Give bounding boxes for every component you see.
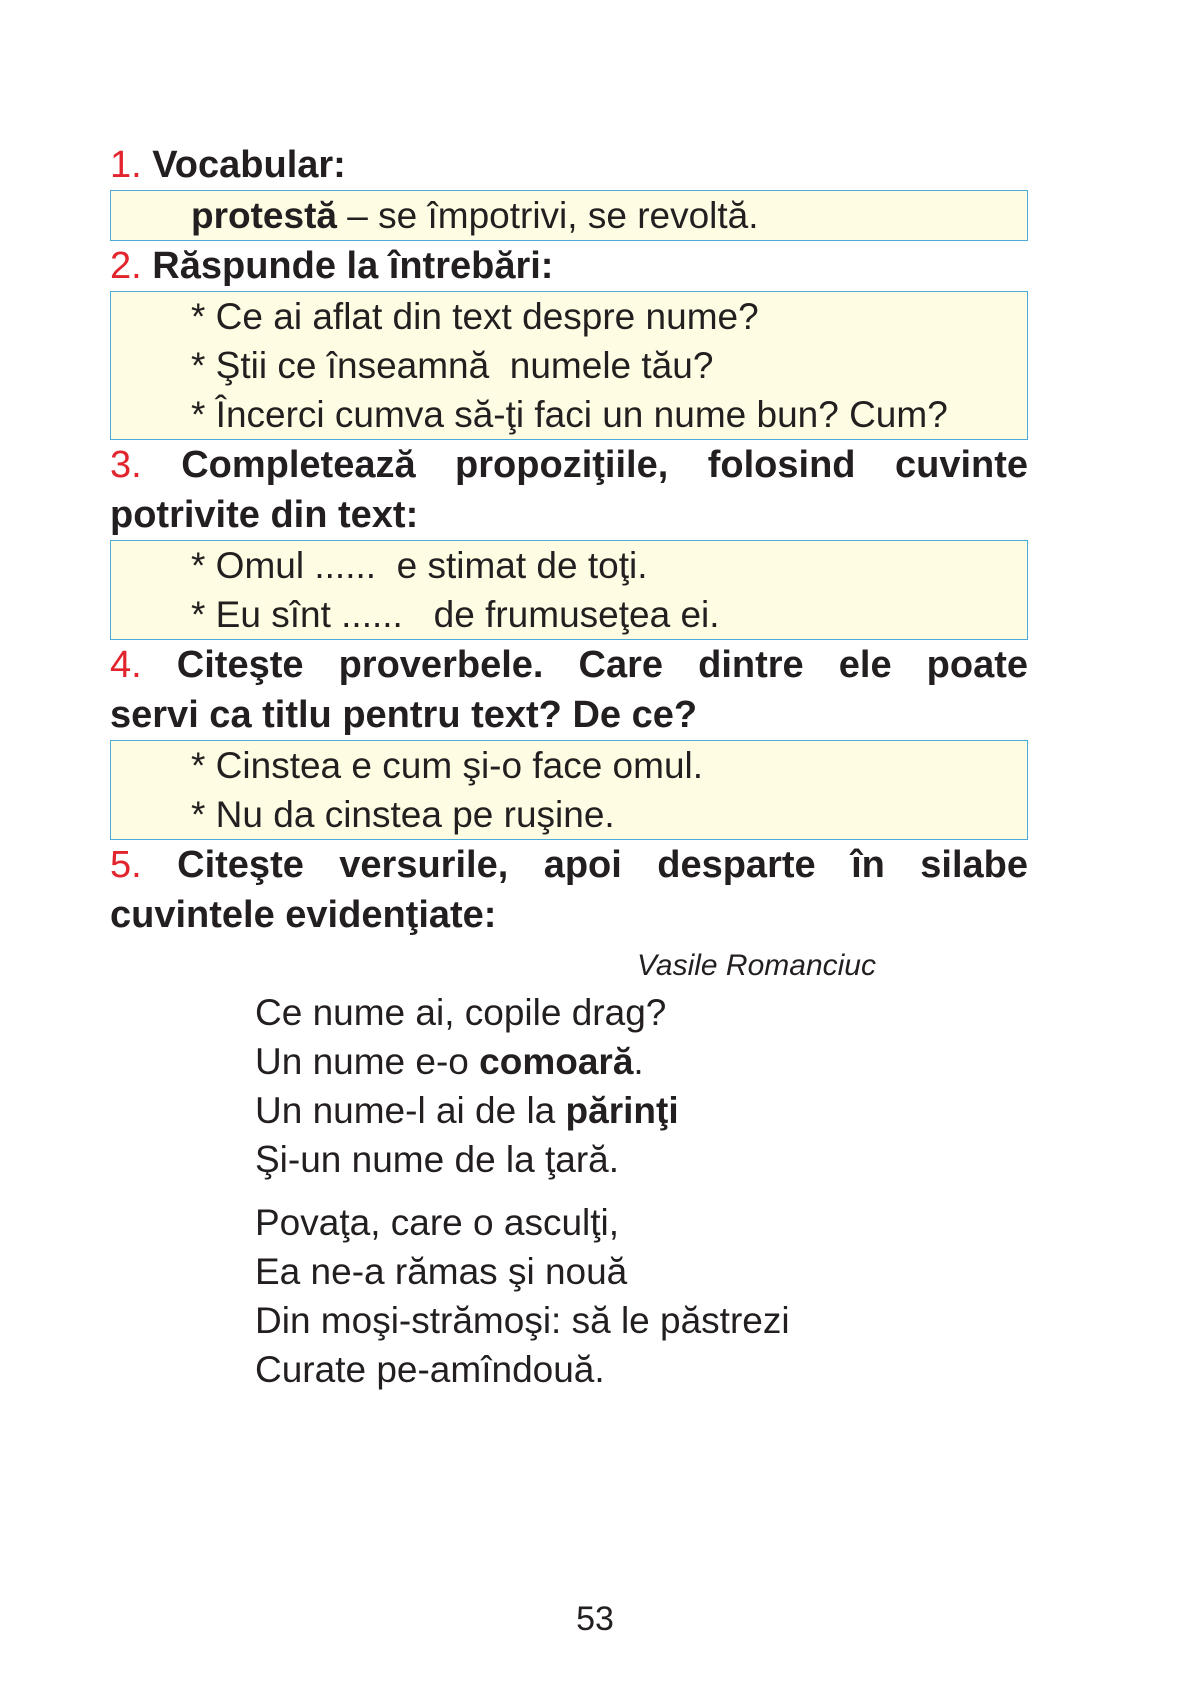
exercise-title-line xyxy=(110,840,1028,890)
poem-line xyxy=(255,1086,1028,1135)
poem-line: Ea ne-a rămas şi nouă xyxy=(255,1251,628,1292)
exercise-title-line: potrivite din text: xyxy=(110,494,419,536)
page-number: 53 xyxy=(576,1600,614,1638)
exercise-title-text: Completează propoziţiile, folosind cuvinte xyxy=(181,444,1029,486)
poem-stanza xyxy=(255,1198,1028,1394)
exercise-title: Răspunde la întrebări: xyxy=(152,245,554,287)
poem-author: Vasile Romanciuc xyxy=(637,949,876,982)
poem-line: Din moşi-strămoşi: să le păstrezi xyxy=(255,1300,790,1341)
vocabulary-box xyxy=(110,190,1028,241)
fill-in-sentence: * Omul ...... e stimat de toţi. xyxy=(191,545,648,586)
question-line: * Încerci cumva să-ţi faci un nume bun? Cum? xyxy=(191,394,948,435)
poem-text: . xyxy=(633,1041,644,1082)
exercise-5-heading xyxy=(110,840,1028,940)
exercise-3-heading xyxy=(110,440,1028,540)
fill-in-box xyxy=(110,540,1028,640)
poem-line: Şi-un nume de la ţară. xyxy=(255,1139,620,1180)
exercise-number: 5. xyxy=(110,844,142,886)
poem-line: Ce nume ai, copile drag? xyxy=(255,992,667,1033)
exercise-4-heading xyxy=(110,640,1028,740)
highlighted-word: comoară xyxy=(479,1041,634,1082)
exercise-title-text: Citeşte proverbele. Care dintre ele poate xyxy=(176,644,1029,686)
proverb-line: * Cinstea e cum şi-o face omul. xyxy=(191,745,704,786)
proverb-line: * Nu da cinstea pe ruşine. xyxy=(191,794,615,835)
poem xyxy=(255,988,1028,1394)
vocabulary-term: protestă xyxy=(191,195,337,236)
fill-in-sentence: * Eu sînt ...... de frumuseţea ei. xyxy=(191,594,720,635)
exercise-title-line: servi ca titlu pentru text? De ce? xyxy=(110,694,698,736)
exercise-title-line: cuvintele evidenţiate: xyxy=(110,894,497,936)
poem-text: Un nume e-o xyxy=(255,1041,480,1082)
questions-box xyxy=(110,291,1028,440)
exercise-1-heading xyxy=(110,140,1028,190)
exercise-title-line xyxy=(110,440,1028,490)
question-line: * Ştii ce înseamnă numele tău? xyxy=(191,345,714,386)
poem-stanza xyxy=(255,988,1028,1184)
highlighted-word: părinţi xyxy=(565,1090,679,1131)
exercise-number: 1. xyxy=(110,144,142,186)
poem-line: Curate pe-amîndouă. xyxy=(255,1349,605,1390)
exercise-number: 2. xyxy=(110,245,142,287)
exercise-title: Vocabular: xyxy=(152,144,346,186)
poem-text: Un nume-l ai de la xyxy=(255,1090,566,1131)
vocabulary-definition: – se împotrivi, se revoltă. xyxy=(336,195,759,236)
exercise-title-line xyxy=(110,640,1028,690)
exercise-2-heading xyxy=(110,241,1028,291)
vocabulary-entry xyxy=(191,191,1027,240)
exercise-number: 4. xyxy=(110,644,142,686)
poem-line xyxy=(255,1037,1028,1086)
poem-line: Povaţa, care o asculţi, xyxy=(255,1202,620,1243)
exercise-number: 3. xyxy=(110,444,142,486)
proverbs-box xyxy=(110,740,1028,840)
exercise-title-text: Citeşte versurile, apoi desparte în silabe xyxy=(177,844,1028,886)
question-line: * Ce ai aflat din text despre nume? xyxy=(191,296,759,337)
page-content xyxy=(110,140,1028,1394)
